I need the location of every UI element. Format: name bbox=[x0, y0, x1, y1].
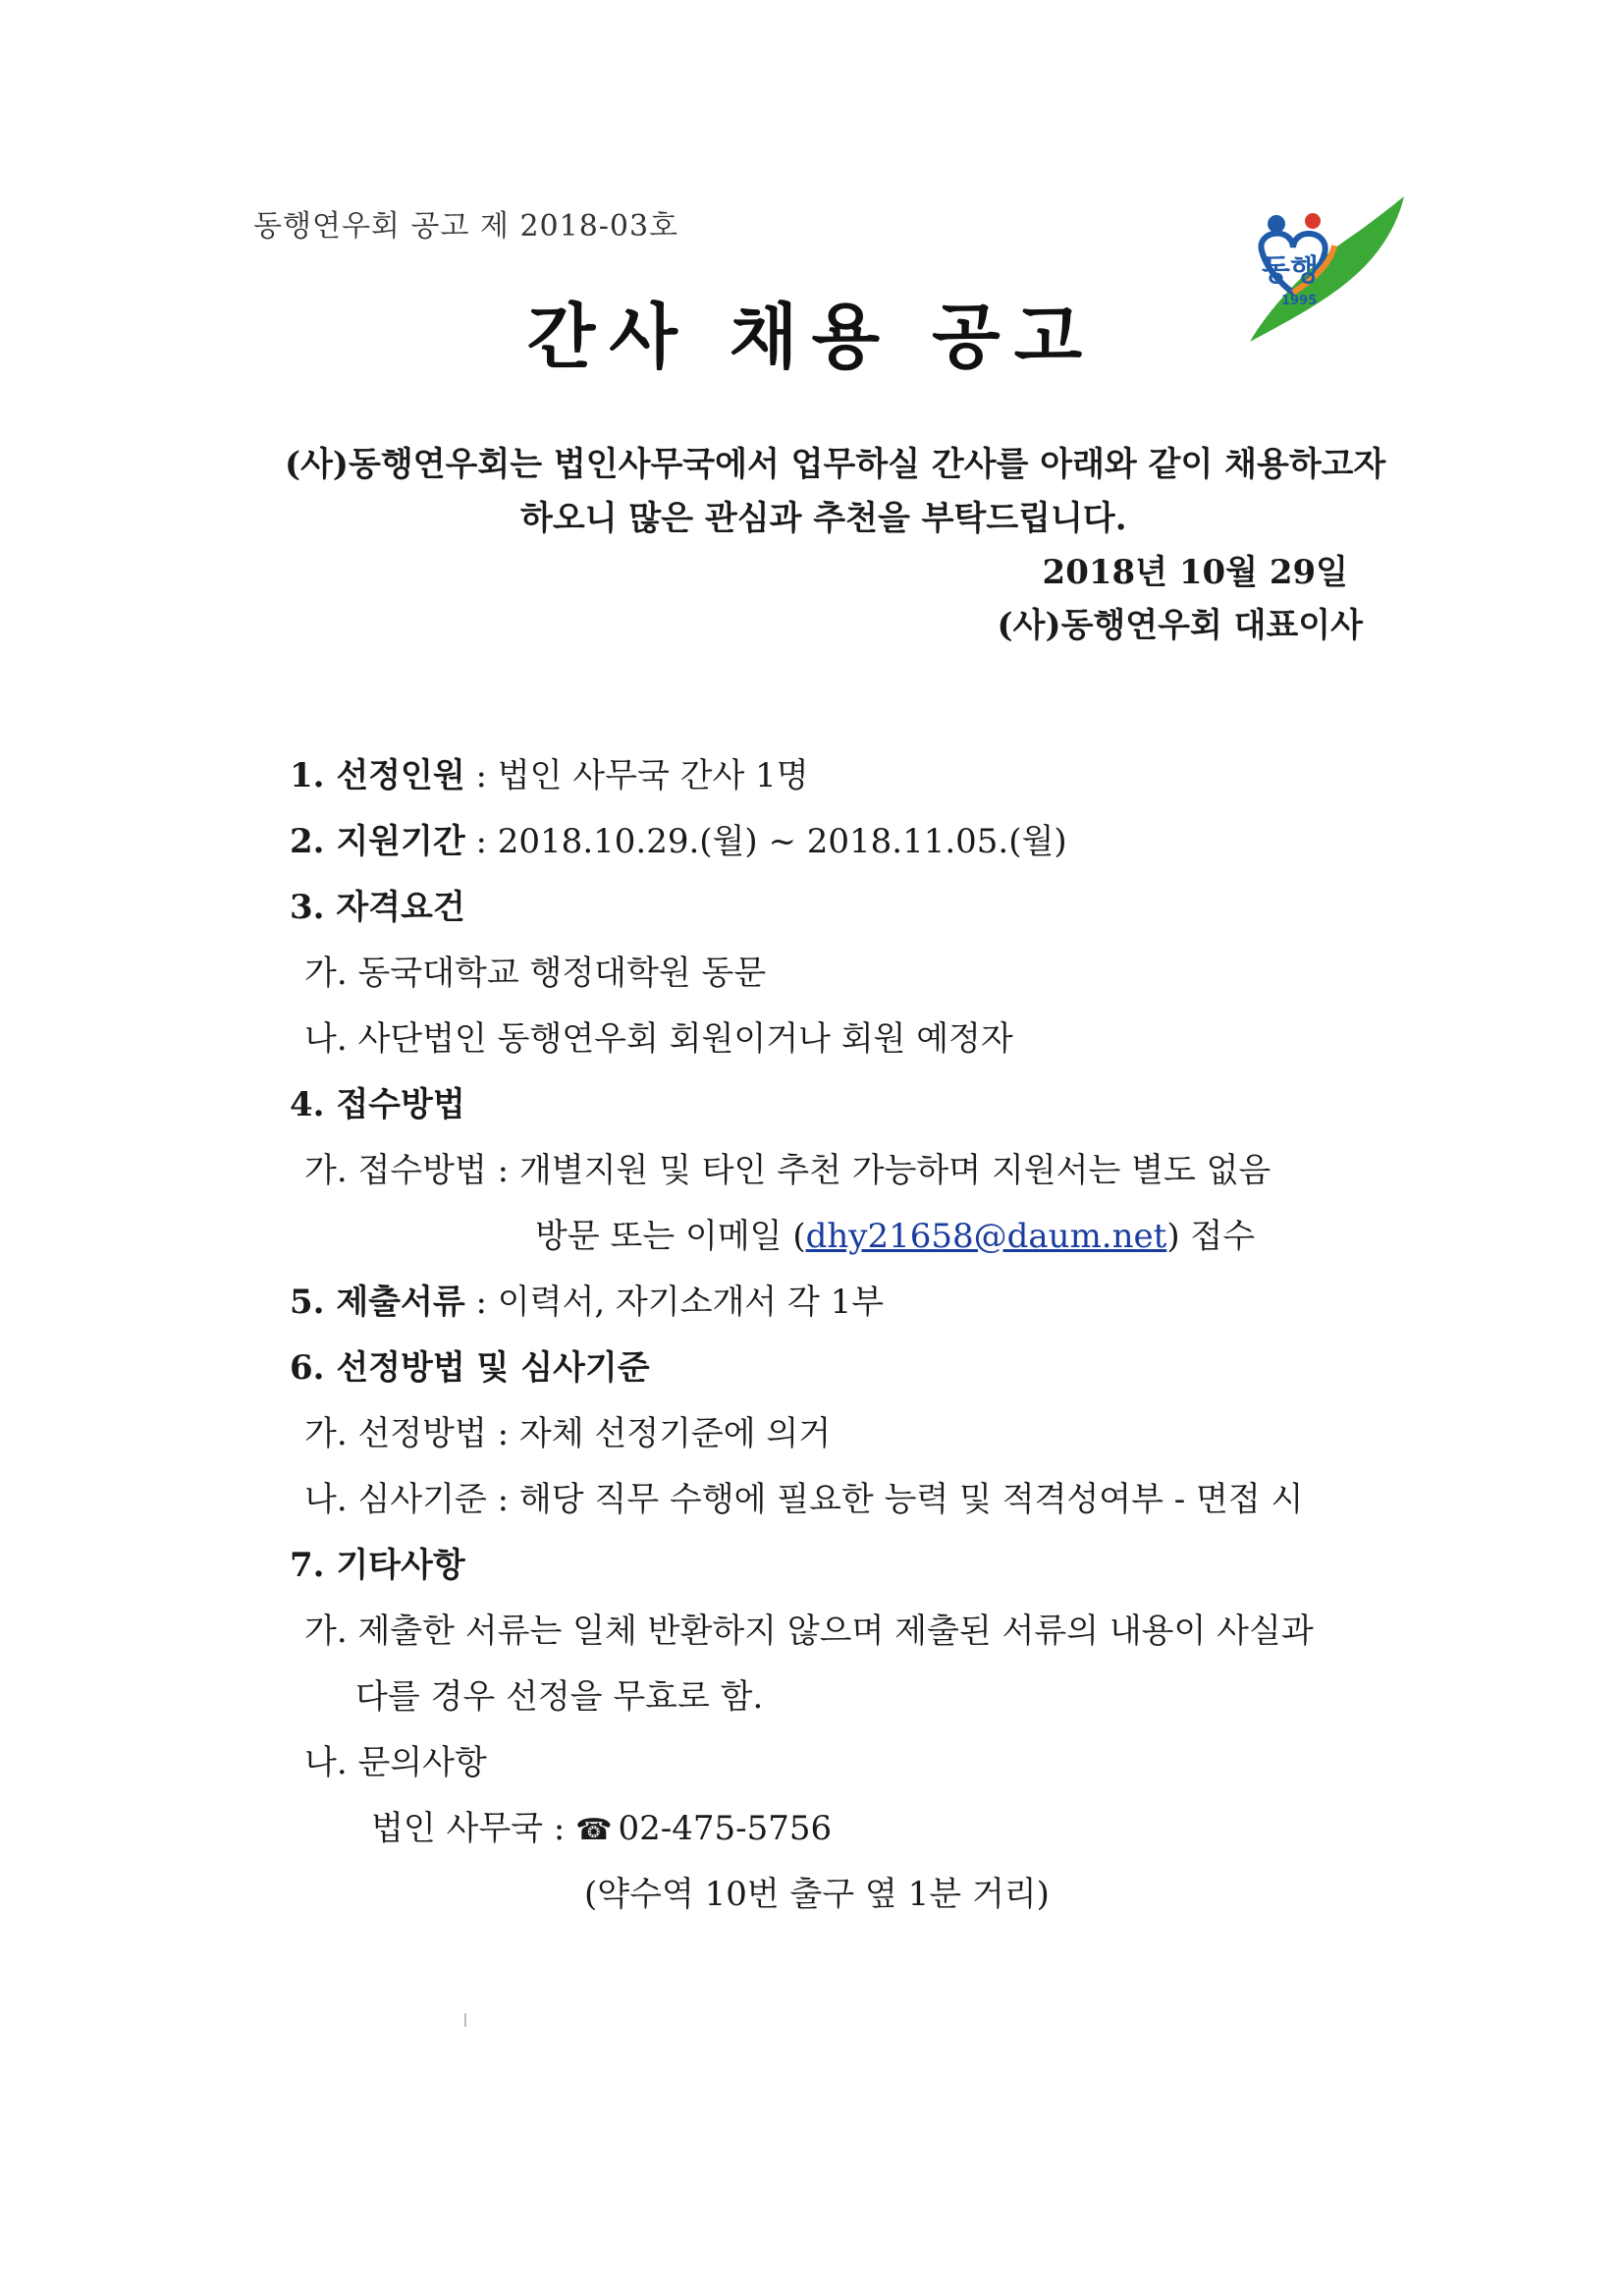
page-title: 간사 채용 공고 bbox=[526, 295, 1097, 378]
section-4-heading: 4. 접수방법 bbox=[290, 1085, 465, 1124]
section-7-item-a: 가. 제출한 서류는 일체 반환하지 않으며 제출된 서류의 내용이 사실과 bbox=[304, 1612, 1314, 1651]
section-6-item-a: 가. 선정방법 : 자체 선정기준에 의거 bbox=[304, 1414, 832, 1453]
intro-line-2: 하오니 많은 관심과 추천을 부탁드립니다. bbox=[520, 499, 1127, 538]
phone-icon: ☎ bbox=[575, 1813, 613, 1847]
section-3-heading: 3. 자격요건 bbox=[290, 888, 465, 927]
section-5-body: : 이력서, 자기소개서 각 1부 bbox=[464, 1283, 885, 1322]
section-1-body: : 법인 사무국 간사 1명 bbox=[464, 756, 809, 795]
signature: (사)동행연우회 대표이사 bbox=[997, 606, 1363, 645]
section-4-email-suffix: ) 접수 bbox=[1166, 1217, 1256, 1256]
section-5 bbox=[290, 1275, 884, 1323]
scan-speck bbox=[464, 2013, 466, 2027]
section-1-heading: 1. 선정인원 bbox=[290, 756, 465, 795]
svg-text:1995: 1995 bbox=[1281, 294, 1318, 308]
section-5-heading: 5. 제출서류 bbox=[290, 1283, 465, 1322]
section-2-body: : 2018.10.29.(월) ~ 2018.11.05.(월) bbox=[464, 822, 1067, 861]
notice-date: 2018년 10월 29일 bbox=[1042, 553, 1348, 592]
section-4-item-a-cont bbox=[535, 1209, 1255, 1257]
contact-office: 법인 사무국 : bbox=[371, 1809, 576, 1848]
section-7-item-a-cont: 다를 경우 선정을 무효로 함. bbox=[355, 1677, 764, 1717]
section-3-item-b: 나. 사단법인 동행연우회 회원이거나 회원 예정자 bbox=[304, 1019, 1013, 1059]
section-7-heading: 7. 기타사항 bbox=[290, 1546, 465, 1585]
contact-line bbox=[371, 1801, 832, 1849]
section-6-item-b: 나. 심사기준 : 해당 직무 수행에 필요한 능력 및 적격성여부 - 면접 시 bbox=[304, 1480, 1304, 1519]
section-3-item-a: 가. 동국대학교 행정대학원 동문 bbox=[304, 954, 767, 993]
section-6-heading: 6. 선정방법 및 심사기준 bbox=[290, 1348, 650, 1388]
svg-text:동행: 동행 bbox=[1262, 253, 1319, 288]
section-7-item-b: 나. 문의사항 bbox=[304, 1743, 487, 1782]
section-4-email-prefix: 방문 또는 이메일 ( bbox=[535, 1217, 806, 1256]
contact-location: (약수역 10번 출구 옆 1분 거리) bbox=[584, 1875, 1050, 1914]
section-4-item-a: 가. 접수방법 : 개별지원 및 타인 추천 가능하며 지원서는 별도 없음 bbox=[304, 1151, 1271, 1190]
email-link[interactable]: dhy21658@daum.net bbox=[805, 1217, 1167, 1256]
notice-number: 동행연우회 공고 제 2018-03호 bbox=[253, 209, 679, 244]
intro-line-1: (사)동행연우회는 법인사무국에서 업무하실 간사를 아래와 같이 채용하고자 bbox=[285, 445, 1386, 484]
section-2-heading: 2. 지원기간 bbox=[290, 822, 465, 861]
section-2 bbox=[290, 814, 1067, 862]
contact-phone: 02-475-5756 bbox=[618, 1809, 833, 1848]
section-1 bbox=[290, 748, 809, 796]
